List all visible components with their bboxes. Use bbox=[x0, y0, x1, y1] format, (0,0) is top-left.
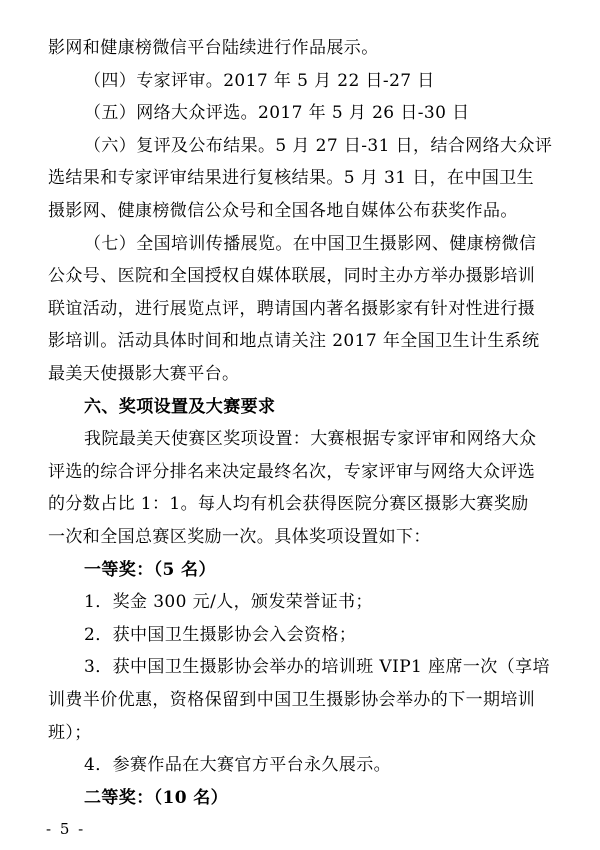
section-heading: 六、奖项设置及大赛要求 bbox=[84, 396, 276, 417]
paragraph-line: （四）专家评审。2017 年 5 月 22 日-27 日 bbox=[84, 70, 435, 91]
paragraph-line: 训费半价优惠，资格保留到中国卫生摄影协会举办的下一期培训 bbox=[48, 690, 536, 710]
paragraph-line: 我院最美天使赛区奖项设置：大赛根据专家评审和网络大众 bbox=[84, 429, 537, 450]
list-item: 1．奖金 300 元/人，颁发荣誉证书； bbox=[84, 592, 373, 613]
paragraph-line: 评选的综合评分排名来决定最终名次，专家评审与网络大众评选 bbox=[48, 461, 536, 482]
prize-heading-second: 二等奖：（10 名） bbox=[84, 787, 229, 808]
list-item: 3．获中国卫生摄影协会举办的培训班 VIP1 座席一次（享培 bbox=[84, 657, 550, 678]
paragraph-line: 公众号、医院和全国授权自媒体联展，同时主办方举办摄影培训 bbox=[48, 266, 536, 287]
paragraph-line: （五）网络大众评选。2017 年 5 月 26 日-30 日 bbox=[84, 103, 470, 124]
page-number: - 5 - bbox=[46, 820, 86, 838]
paragraph-line: 影网和健康榜微信平台陆续进行作品展示。 bbox=[48, 38, 379, 58]
paragraph-line: 最美天使摄影大赛平台。 bbox=[48, 364, 240, 384]
paragraph-line: （六）复评及公布结果。5 月 27 日-31 日，结合网络大众评 bbox=[84, 135, 553, 156]
paragraph-line: 影培训。活动具体时间和地点请关注 2017 年全国卫生计生系统 bbox=[48, 331, 540, 352]
paragraph-line: 的分数占比 1：1。每人均有机会获得医院分赛区摄影大赛奖励 bbox=[48, 494, 529, 515]
paragraph-line: 班）； bbox=[48, 722, 92, 743]
paragraph-line: （七）全国培训传播展览。在中国卫生摄影网、健康榜微信 bbox=[84, 233, 537, 254]
list-item: 4．参赛作品在大赛官方平台永久展示。 bbox=[84, 755, 392, 776]
paragraph-line: 联谊活动，进行展览点评，聘请国内著名摄影家有针对性进行摄 bbox=[48, 298, 536, 319]
list-item: 2．获中国卫生摄影协会入会资格； bbox=[84, 624, 357, 645]
prize-heading-first: 一等奖：（5 名） bbox=[84, 559, 216, 580]
paragraph-line: 摄影网、健康榜微信公众号和全国各地自媒体公布获奖作品。 bbox=[48, 201, 518, 221]
paragraph-line: 一次和全国总赛区奖励一次。具体奖项设置如下： bbox=[48, 527, 431, 547]
paragraph-line: 选结果和专家评审结果进行复核结果。5 月 31 日，在中国卫生 bbox=[48, 168, 535, 189]
